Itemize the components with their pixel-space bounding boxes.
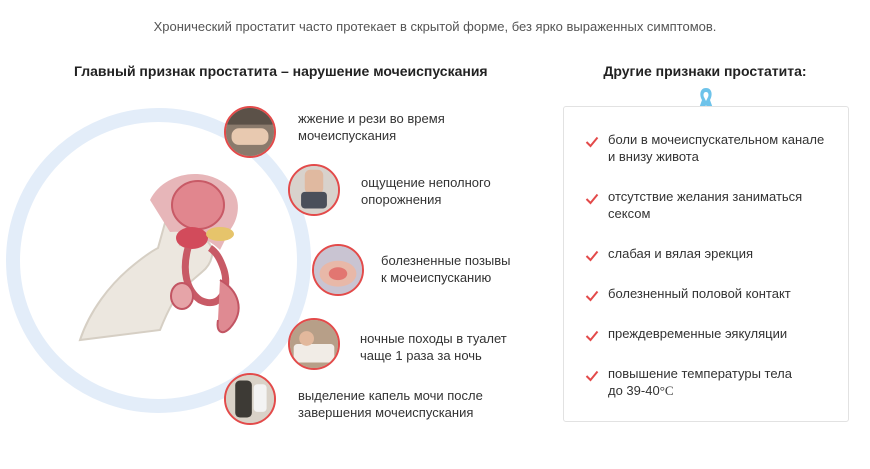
symptom-line-2: сексом	[608, 206, 651, 221]
penis	[218, 280, 239, 332]
person-at-urinal-icon	[224, 373, 276, 425]
symptom-line-2: и внизу живота	[608, 149, 699, 164]
symptom-line-1: болезненные позывы	[381, 253, 511, 268]
temperature-unit: °C	[659, 383, 674, 398]
abdomen-pain-icon	[312, 244, 364, 296]
symptom-line-1: ощущение неполного	[361, 175, 491, 190]
symptom-line-1: слабая и вялая эрекция	[608, 246, 754, 261]
checkmark-icon	[585, 289, 599, 303]
prostate	[176, 227, 208, 249]
symptom-line-1: боли в мочеиспускательном канале	[608, 132, 825, 147]
symptom-line-1: преждевременные эякуляции	[608, 326, 788, 341]
symptom-line-2: к мочеиспусканию	[381, 270, 492, 285]
symptom-line-2: завершения мочеиспускания	[298, 405, 474, 420]
symptom-line-1: отсутствие желания заниматься	[608, 189, 803, 204]
testicle	[171, 283, 193, 309]
symptom-line-1: ночные походы в туалет	[360, 331, 507, 346]
symptom-line-2: опорожнения	[361, 192, 442, 207]
checkmark-icon	[585, 329, 599, 343]
symptom-line-1: выделение капель мочи после	[298, 388, 483, 403]
intro-text: Хронический простатит часто протекает в скрытой форме, без ярко выраженных симптомов.	[153, 19, 717, 34]
checkmark-icon	[585, 192, 599, 206]
other-symptoms-title: Другие признаки простатита:	[603, 63, 807, 79]
symptom-line-1: повышение температуры тела	[608, 366, 792, 381]
checkmark-icon	[585, 135, 599, 149]
bladder	[172, 181, 224, 229]
hand-on-abdomen-icon	[224, 106, 276, 158]
symptom-line-1: жжение и рези во время	[298, 111, 445, 126]
other-symptoms-card	[563, 106, 849, 422]
person-on-toilet-icon	[288, 164, 340, 216]
checkmark-icon	[585, 369, 599, 383]
symptom-line-2: мочеиспускания	[298, 128, 397, 143]
main-symptom-title: Главный признак простатита – нарушение мочеиспускания	[74, 63, 488, 79]
seminal-vesicle	[206, 227, 234, 241]
symptom-line-2: чаще 1 раза за ночь	[360, 348, 482, 363]
symptom-line-1: болезненный половой контакт	[608, 286, 791, 301]
prostate-anatomy-illustration	[70, 160, 300, 350]
person-in-bed-icon	[288, 318, 340, 370]
checkmark-icon	[585, 249, 599, 263]
temperature-range: до 39-40	[608, 383, 660, 398]
symptom-line-2	[608, 382, 840, 399]
